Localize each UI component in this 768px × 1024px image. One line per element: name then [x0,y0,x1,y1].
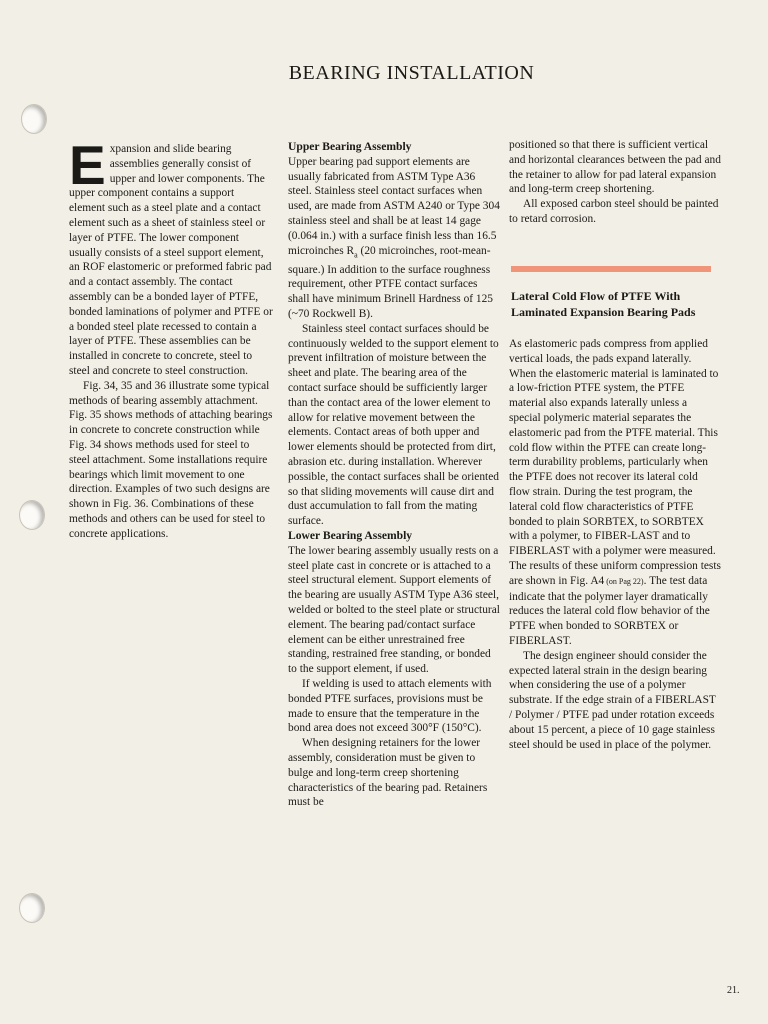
binder-hole-bottom [19,893,45,923]
drop-cap: E [69,134,106,196]
upper-bearing-paragraph-2: Stainless steel contact surfaces should be continuously welded to the support element to prevent infiltration of moisture between the sheet and plate. The bearing area of the contact surface should be sufficiently larger than the contact area of the lower element to allow for relative movement between the elements. Contact areas of both upper and lower elements should be protected from dirt, abrasion etc. during installation. Wherever possible, the contact surfaces shall be oriented so that sliding movements will cause dirt and dust accumulation to fall from the mating surface. [288,322,499,528]
lateral-paragraph-1 [509,337,721,649]
lower-bearing-heading: Lower Bearing Assembly [288,529,413,542]
column-3-lower [509,337,721,752]
lateral-p1-text-end: . The test data indicate that the polymer layer dramatically reduces the lateral cold flow behavior of the PTFE when bonded to SORBTEX or FIBERLAST. [509,574,710,647]
column-1 [69,134,273,542]
intro-text: xpansion and slide bearing assemblies generally consist of upper and lower components. The upper component contains a support element such as a steel plate and a contact element such as a sheet of stainless steel or layer of PTFE. The lower component usually consists of a steel support element, an ROF elastomeric or preformed fabric pad and a contact assembly. The contact assembly can be a bonded layer of PTFE, bonded laminations of polymer and PTFE or a bonded steel plate recessed to contain a layer of PTFE. These assemblies can be installed in concrete to concrete, steel to steel and concrete to steel construction. [69,143,273,377]
binder-hole-top [21,104,47,134]
lower-bearing-paragraph-3: When designing retainers for the lower assembly, consideration must be given to bulge and long-term creep shortening characteristics of the bearing pad. Retainers must be [288,737,488,809]
binder-hole-middle [19,500,45,530]
page-number: 21. [727,985,740,996]
upper-p1-text: Upper bearing pad support elements are usually fabricated from ASTM Type A36 steel. Stainless steel contact surfaces when used, are made from ASTM A240 or Type 304 stainless steel and shall be at least 14 gage (0.064 in.) with a surface finish less than 16.5 microinches R [288,155,500,257]
page-title: BEARING INSTALLATION [288,62,535,84]
figures-paragraph: Fig. 34, 35 and 36 illustrate some typical methods of bearing assembly attachment. Fig. 35 shows methods of attaching bearings in concrete to concrete construction while Fig. 34 shows methods used for steel to steel attachment. Some installations require bearings which limit movement to one direction. Examples of two such designs are shown in Fig. 36. Combinations of these methods and others can be used for steel to concrete applications. [69,379,273,540]
lower-bearing-paragraph-2: If welding is used to attach elements with bonded PTFE surfaces, provisions must be made to ensure that the temperature in the bond area does not exceed 300°F (150°C). [288,677,492,735]
intro-paragraph [69,134,273,379]
column-3 [509,138,721,227]
ra-subscript: a [354,249,358,259]
page-reference-note: (on Pag 22) [604,576,644,586]
lower-bearing-paragraph-1: The lower bearing assembly usually rests on a steel plate cast in concrete or is attached to a steel structural element. Support elements of the bearing are usually ASTM Type A36 steel, welded or bolted to the steel plate or structural element. The bearing pad/contact surface element can be either unrestrained free standing, restrained free standing, or bonded to the support element, if used. [288,544,500,676]
corrosion-paragraph: All exposed carbon steel should be painted to retard corrosion. [509,198,719,225]
column-2 [288,140,500,810]
lateral-paragraph-2: The design engineer should consider the expected lateral strain in the design bearing when considering the use of a polymer substrate. If the edge strain of a FIBERLAST / Polymer / PTFE pad under rotation exceeds about 15 percent, a piece of 10 gage stainless steel should be used in place of the polymer. [509,649,716,751]
upper-p1-text-end: (20 microinches, root-mean-square.) In addition to the surface roughness requirement, other PTFE contact surfaces shall have minimum Brinell Hardness of 125 (~70 Rockwell B). [288,244,493,321]
retainer-paragraph: positioned so that there is sufficient vertical and horizontal clearances between the pad and the retainer to allow for pad lateral expansion and long-term creep shortening. [509,139,721,196]
lateral-cold-flow-heading: Lateral Cold Flow of PTFE With Laminated Expansion Bearing Pads [511,289,696,319]
section-divider-bar [511,266,711,272]
upper-bearing-heading: Upper Bearing Assembly [288,140,412,153]
upper-bearing-paragraph-1 [288,155,500,322]
lateral-p1-text: As elastomeric pads compress from applied vertical loads, the pads expand laterally. When the elastomeric material is laminated to a low-friction PTFE system, the PTFE material also expands laterally unless a special polymeric material separates the elastomeric pad from the PTFE material. This cold flow within the PTFE can create long-term durability problems, particularly when the PTFE does not recover its lateral cold flow strain. During the test program, the lateral cold flow characteristics of PTFE bonded to plain SORBTEX, to SORBTEX with a polymer, to FIBER-LAST and to FIBERLAST with a polymer were measured. The results of these uniform compression tests are shown in Fig. A4 [509,338,721,587]
